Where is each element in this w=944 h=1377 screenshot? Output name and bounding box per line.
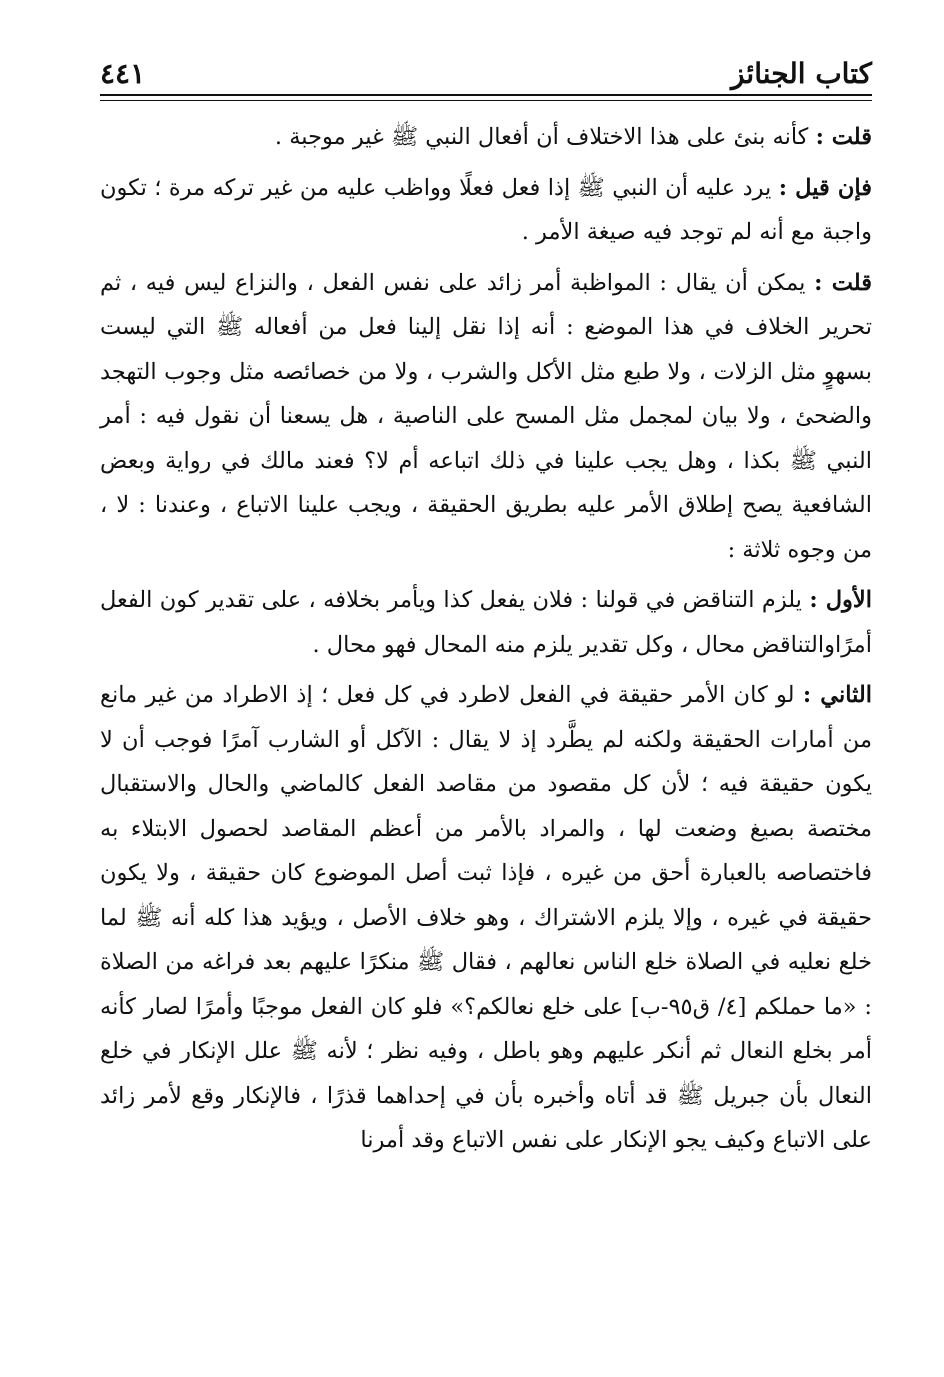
paragraph-lead: قلت : bbox=[815, 124, 872, 150]
paragraph-text: يلزم التناقض في قولنا : فلان يفعل كذا ويأمر بخلافه ، على تقدير كون الفعل أمرًاوالتناقض محال ، وكل تقدير يلزم منه المحال فهو محال . bbox=[100, 587, 872, 658]
book-page bbox=[100, 30, 872, 1350]
paragraph-lead: الثاني : bbox=[802, 682, 872, 708]
paragraph bbox=[100, 673, 872, 1163]
paragraph bbox=[100, 578, 872, 667]
paragraph-lead: الأول : bbox=[809, 587, 872, 613]
paragraph bbox=[100, 166, 872, 255]
chapter-title: كتاب الجنائز bbox=[730, 57, 872, 90]
paragraph-text: يرد عليه أن النبي ﷺ إذا فعل فعلًا وواظب عليه من غير تركه مرة ؛ تكون واجبة مع أنه لم توجد فيه صيغة الأمر . bbox=[100, 174, 872, 245]
page-number: ٤٤١ bbox=[100, 57, 146, 90]
header-rule bbox=[100, 94, 872, 96]
paragraph-text: يمكن أن يقال : المواظبة أمر زائد على نفس الفعل ، والنزاع ليس فيه ، ثم تحرير الخلاف في هذا الموضع : أنه إذا نقل إلينا فعل من أفعاله ﷺ التي ليست بسهوٍ مثل الزلات ، ولا طبع مثل الأكل والشرب ، ولا من خصائصه مثل وجوب التهجد والضحئ ، ولا بيان لمجمل مثل المسح على الناصية ، هل يسعنا أن نقول فيه : أمر النبي ﷺ بكذا ، وهل يجب علينا في ذلك اتباعه أم لا؟ فعند مالك في رواية وبعض الشافعية يصح إطلاق الأمر عليه بطريق الحقيقة ، ويجب علينا الاتباع ، وعندنا : لا ، من وجوه ثلاثة : bbox=[100, 269, 872, 563]
paragraph bbox=[100, 261, 872, 573]
paragraph-text: كأنه بنئ على هذا الاختلاف أن أفعال النبي ﷺ غير موجبة . bbox=[274, 124, 816, 150]
header-rule-thin bbox=[100, 100, 872, 101]
paragraph-lead: فإن قيل : bbox=[778, 174, 872, 201]
paragraph-text: لو كان الأمر حقيقة في الفعل لاطرد في كل فعل ؛ إذ الاطراد من غير مانع من أمارات الحقيقة ولكنه لم يطَّرد إذ لا يقال : الآكل أو الشارب آمرًا فوجب أن لا يكون حقيقة فيه ؛ لأن كل مقصود من مقاصد الفعل كالماضي والحال والاستقبال مختصة بصيغ وضعت لها ، والمراد بالأمر من أعظم المقاصد لحصول الابتلاء به فاختصاصه بالعبارة أحق من غيره ، فإذا ثبت أصل الموضوع كان حقيقة ، ولا يكون حقيقة في غيره ، وإلا يلزم الاشتراك ، وهو خلاف الأصل ، ويؤيد هذا كله أنه ﷺ لما خلع نعليه في الصلاة خلع الناس نعالهم ، فقال ﷺ منكرًا عليهم بعد فراغه من الصلاة : «ما حملكم [٤/ ق٩٥-ب] على خلع نعالكم؟» فلو كان الفعل موجبًا وأمرًا لصار كأنه أمر بخلع النعال ثم أنكر عليهم وهو باطل ، وفيه نظر ؛ لأنه ﷺ علل الإنكار في خلع النعال بأن جبريل ﷺ قد أتاه وأخبره بأن في إحداهما قذرًا ، فالإنكار وقع لأمر زائد على الاتباع وكيف يجو الإنكار على نفس الاتباع وقد أمرنا bbox=[100, 682, 872, 1153]
paragraph bbox=[100, 115, 872, 160]
running-header bbox=[100, 30, 872, 94]
paragraph-lead: قلت : bbox=[814, 269, 873, 296]
